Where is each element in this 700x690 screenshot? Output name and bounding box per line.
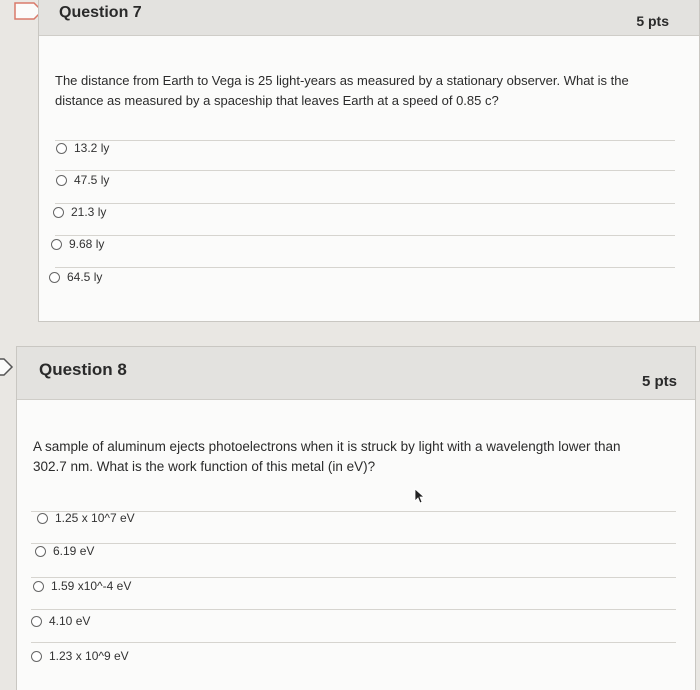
- q8-option-1[interactable]: [37, 511, 135, 525]
- radio-button[interactable]: [35, 546, 46, 557]
- q7-option-5[interactable]: [49, 270, 102, 284]
- option-divider: [55, 235, 675, 236]
- question-8-header: [17, 347, 695, 400]
- option-divider: [55, 140, 675, 141]
- option-divider: [31, 543, 676, 544]
- bookmark-flag-icon[interactable]: [0, 358, 14, 376]
- radio-button[interactable]: [51, 239, 62, 250]
- question-8-title: Question 8: [39, 360, 127, 379]
- question-7-text: The distance from Earth to Vega is 25 light-years as measured by a stationary observer. What is the distance as measured by a spaceship that leaves Earth at a speed of 0.85 c?: [55, 73, 629, 108]
- option-divider: [31, 642, 676, 643]
- radio-button[interactable]: [56, 143, 67, 154]
- q7-option-2-label: 47.5 ly: [74, 173, 110, 187]
- option-divider: [55, 267, 675, 268]
- q8-option-5[interactable]: [31, 649, 129, 663]
- q8-option-2-label: 6.19 eV: [53, 544, 95, 558]
- option-divider: [31, 577, 676, 578]
- question-7-header: [39, 0, 699, 36]
- q7-option-1[interactable]: [56, 141, 109, 155]
- q8-option-5-label: 1.23 x 10^9 eV: [49, 649, 129, 663]
- option-divider: [55, 170, 675, 171]
- q7-option-4[interactable]: [51, 237, 104, 251]
- q8-option-3-label: 1.59 x10^-4 eV: [51, 579, 132, 593]
- q7-option-5-label: 64.5 ly: [67, 270, 103, 284]
- question-7-points: 5 pts: [636, 13, 669, 29]
- q8-option-4-label: 4.10 eV: [49, 614, 91, 628]
- radio-button[interactable]: [37, 513, 48, 524]
- radio-button[interactable]: [53, 207, 64, 218]
- q7-option-1-label: 13.2 ly: [74, 141, 110, 155]
- option-divider: [31, 609, 676, 610]
- question-8-text: A sample of aluminum ejects photoelectrons when it is struck by light with a wavelength lower than 302.7 nm. What is the work function of this metal (in eV)?: [33, 439, 621, 474]
- question-8-points: 5 pts: [641, 373, 677, 390]
- q8-option-1-label: 1.25 x 10^7 eV: [55, 511, 135, 525]
- radio-button[interactable]: [49, 272, 60, 283]
- q7-option-2[interactable]: [56, 173, 109, 187]
- question-8-card: [16, 346, 696, 690]
- q8-option-3[interactable]: [33, 579, 131, 593]
- q7-option-4-label: 9.68 ly: [69, 237, 105, 251]
- q7-option-3[interactable]: [53, 205, 106, 219]
- radio-button[interactable]: [31, 651, 42, 662]
- radio-button[interactable]: [33, 581, 44, 592]
- q7-option-3-label: 21.3 ly: [71, 205, 107, 219]
- radio-button[interactable]: [56, 175, 67, 186]
- q8-option-4[interactable]: [31, 614, 90, 628]
- option-divider: [55, 203, 675, 204]
- question-7-title: Question 7: [59, 4, 142, 21]
- mouse-cursor-icon: [414, 488, 426, 504]
- radio-button[interactable]: [31, 616, 42, 627]
- question-7-card: [38, 0, 700, 322]
- q8-option-2[interactable]: [35, 544, 94, 558]
